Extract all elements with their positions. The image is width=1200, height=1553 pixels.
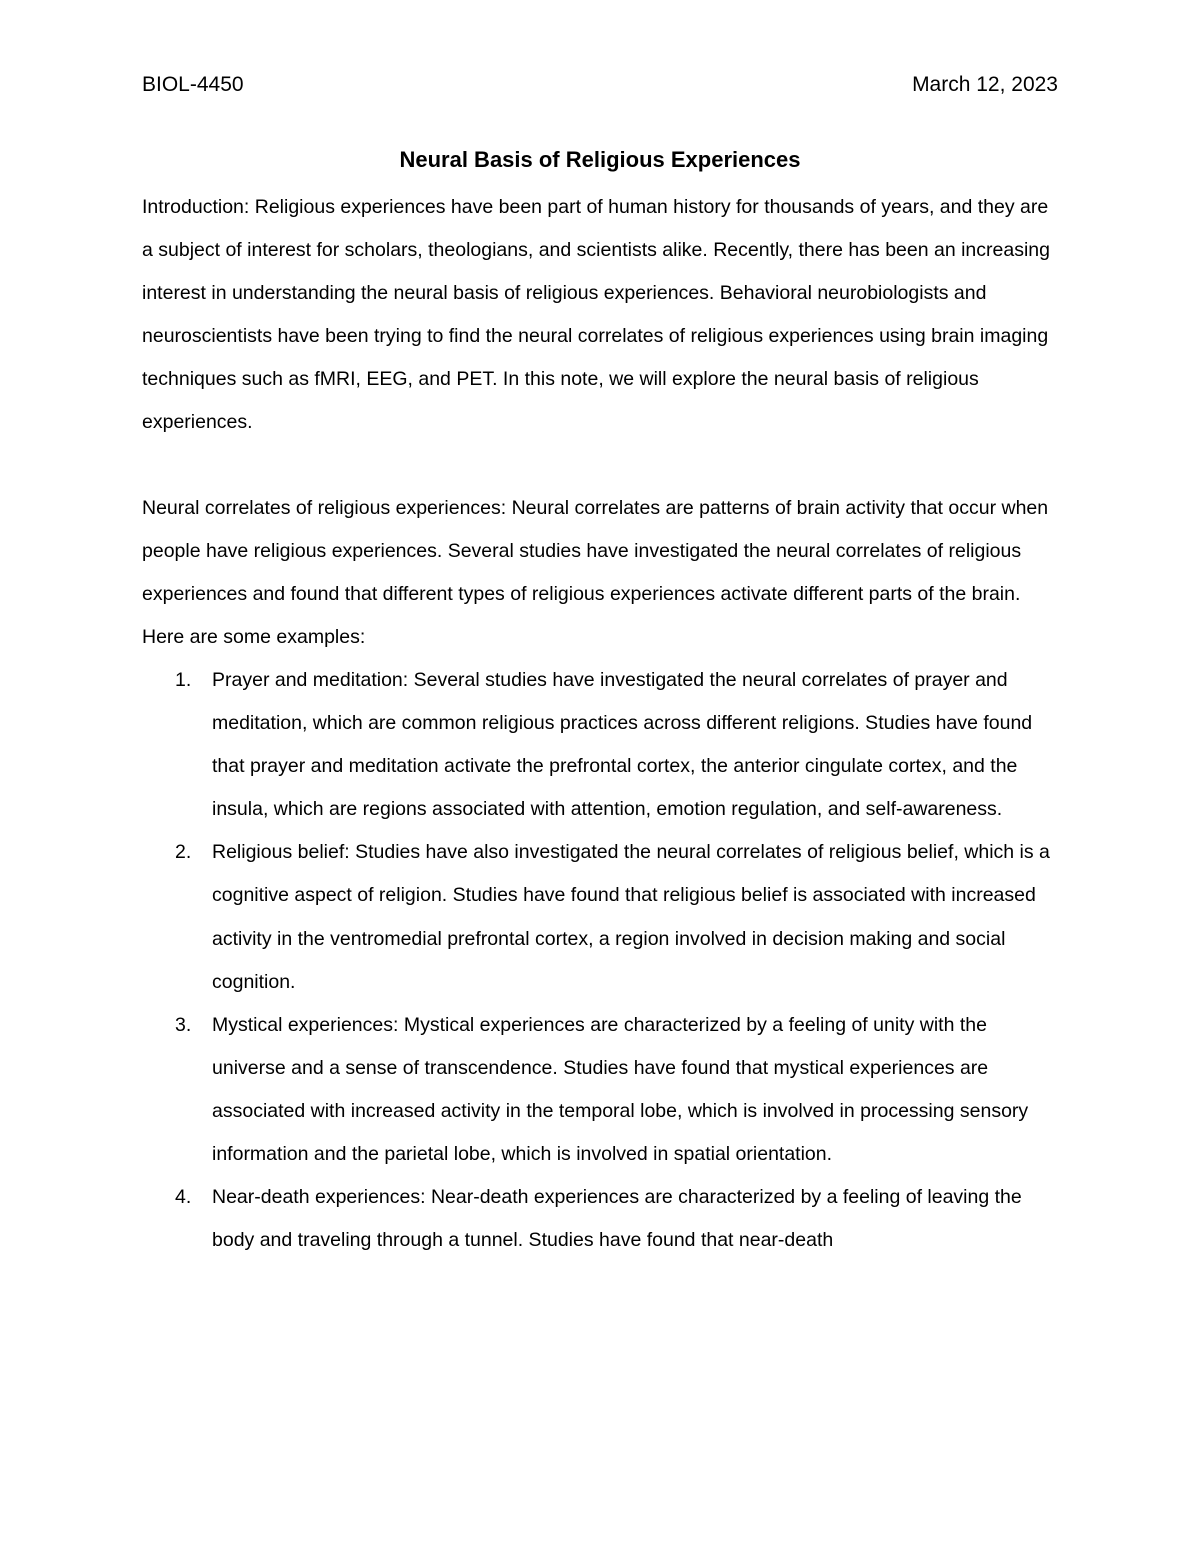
list-item-number: 4. — [175, 1186, 192, 1209]
introduction-paragraph: Introduction: Religious experiences have been part of human history for thousands of years, and they are a subject of interest for scholars, theologians, and scientists alike. Recently, there has been an increasing interest in understanding the neural basis of religious experiences. Behavioral neurobiologists and neuroscientists have been trying to find the neural correlates of religious experiences using brain imaging techniques such as fMRI, EEG, and PET. In this note, we will explore the neural basis of religious experiences. — [142, 196, 1050, 434]
document-title: Neural Basis of Religious Experiences — [399, 147, 801, 172]
list-item-number: 2. — [175, 841, 192, 864]
document-date: March 12, 2023 — [912, 73, 1058, 96]
list-item — [175, 1176, 1062, 1262]
examples-list — [142, 659, 1062, 1262]
list-item-text: Prayer and meditation: Several studies have investigated the neural correlates of prayer and meditation, which are common religious practices across different religions. Studies have found that prayer and meditation activate the prefrontal cortex, the anterior cingulate cortex, and the insula, which are regions associated with attention, emotion regulation, and self-awareness. — [212, 669, 1033, 821]
list-item — [175, 831, 1062, 1003]
list-item-text: Religious belief: Studies have also investigated the neural correlates of religious belief, which is a cognitive aspect of religion. Studies have found that religious belief is associated with increased activity in the ventromedial prefrontal cortex, a region involved in decision making and social cognition. — [212, 841, 1050, 993]
course-code: BIOL-4450 — [142, 73, 244, 96]
neural-correlates-paragraph: Neural correlates of religious experiences: Neural correlates are patterns of brain activity that occur when people have religious experiences. Several studies have investigated the neural correlates of religious experiences and found that different types of religious experiences activate different parts of the brain. Here are some examples: — [142, 497, 1049, 649]
list-item-number: 1. — [175, 669, 192, 691]
list-item — [175, 1004, 1062, 1176]
list-item — [175, 659, 1062, 831]
list-item-text: Near-death experiences: Near-death experiences are characterized by a feeling of leaving the body and traveling through a tunnel. Studies have found that near-death — [212, 1186, 1022, 1252]
list-item-number: 3. — [175, 1013, 192, 1036]
list-item-text: Mystical experiences: Mystical experiences are characterized by a feeling of unity with the universe and a sense of transcendence. Studies have found that mystical experiences are associated with increased activity in the temporal lobe, which is involved in processing sensory information and the parietal lobe, which is involved in spatial orientation. — [212, 1013, 1029, 1166]
